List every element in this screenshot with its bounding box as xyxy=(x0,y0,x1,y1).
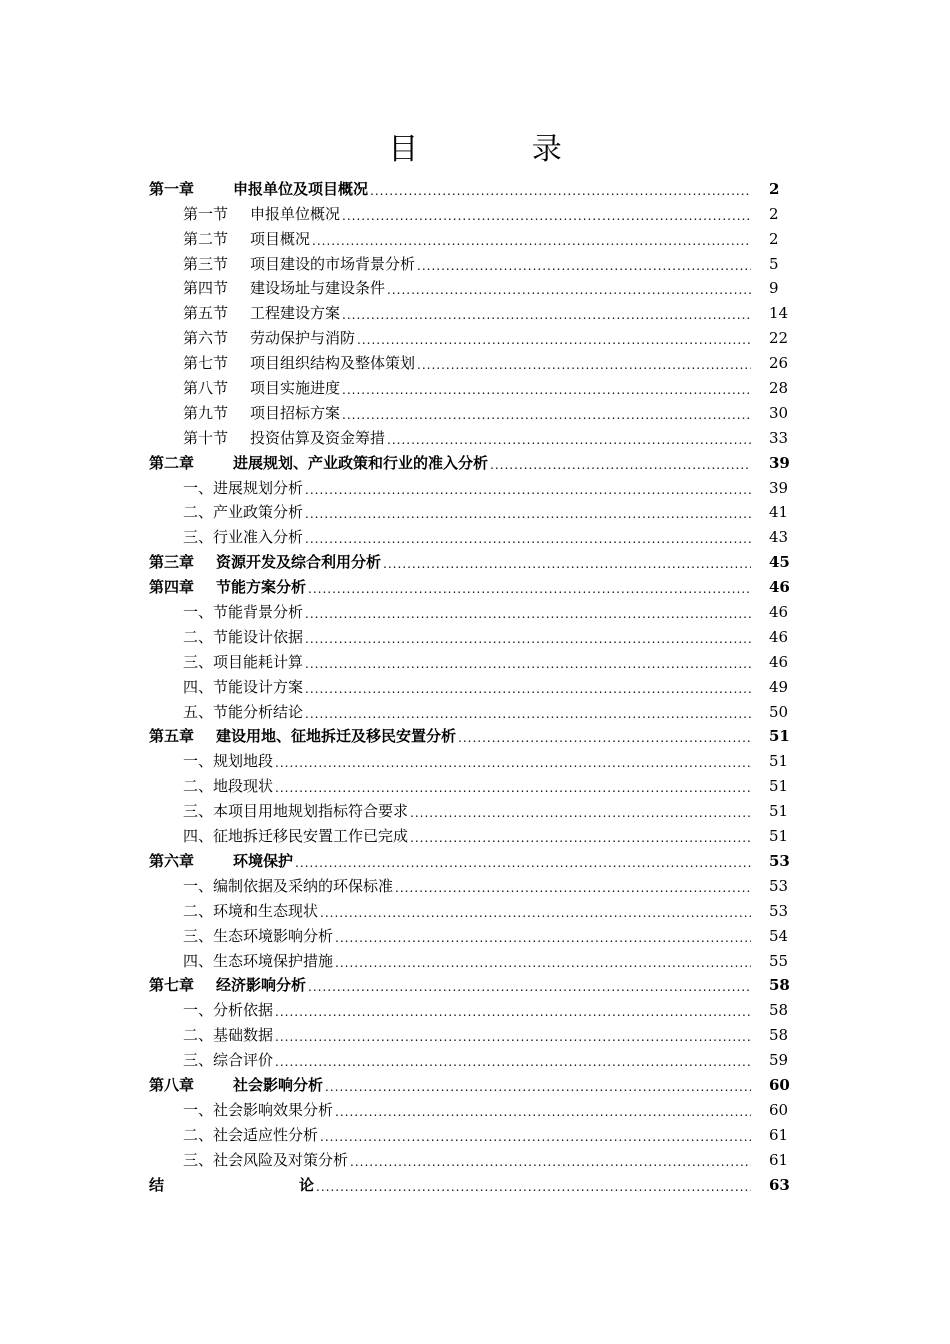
toc-entry[interactable] xyxy=(149,697,803,722)
dot-leader xyxy=(305,531,751,547)
toc-entry[interactable] xyxy=(149,946,803,971)
toc-entry-label xyxy=(183,527,303,547)
toc-page-number: 41 xyxy=(769,503,789,522)
toc-title: 目 录 xyxy=(388,132,614,167)
toc-entry-text: 三、本项目用地规划指标符合要求 xyxy=(183,802,409,821)
toc-entry[interactable] xyxy=(149,547,803,572)
dot-leader xyxy=(305,506,751,522)
toc-page-number: 54 xyxy=(769,926,789,945)
toc-entry-number: 第三节 xyxy=(183,254,229,273)
toc-entry[interactable] xyxy=(149,672,803,697)
toc-entry-label xyxy=(183,776,273,796)
toc-entry-text: 资源开发及综合利用分析 xyxy=(216,553,382,572)
toc-entry-text: 建设用地、征地拆迁及移民安置分析 xyxy=(216,727,457,746)
toc-entry-text: 四、征地拆迁移民安置工作已完成 xyxy=(183,827,409,846)
dot-leader xyxy=(383,556,751,572)
dot-leader xyxy=(370,183,751,199)
toc-page-number: 61 xyxy=(769,1150,789,1169)
toc-entry[interactable] xyxy=(149,398,803,423)
toc-page-number: 53 xyxy=(769,876,789,895)
toc-page-number: 51 xyxy=(769,827,789,846)
toc-entry-number: 第一章 xyxy=(149,179,195,198)
toc-entry-label xyxy=(183,876,393,896)
dot-leader xyxy=(305,681,751,697)
toc-entry-label xyxy=(183,1025,273,1045)
dot-leader xyxy=(320,905,751,921)
toc-entry[interactable] xyxy=(149,821,803,846)
toc-entry-label xyxy=(183,1000,273,1020)
toc-entry-label xyxy=(183,328,355,348)
toc-entry-text: 三、项目能耗计算 xyxy=(183,652,304,671)
toc-page-number: 26 xyxy=(769,354,789,373)
toc-entry-text: 四、生态环境保护措施 xyxy=(183,951,334,970)
toc-entry-text: 二、节能设计依据 xyxy=(183,627,304,646)
dot-leader xyxy=(308,581,751,597)
toc-entry[interactable] xyxy=(149,746,803,771)
toc-entry[interactable] xyxy=(149,572,803,597)
toc-entry-label xyxy=(183,1100,333,1120)
toc-page-number: 28 xyxy=(769,379,789,398)
dot-leader xyxy=(312,233,751,249)
toc-entry-text: 建设场址与建设条件 xyxy=(250,279,386,298)
toc-page-number: 9 xyxy=(769,279,779,298)
toc-entry-number: 第六节 xyxy=(183,329,229,348)
toc-entry-text: 一、分析依据 xyxy=(183,1001,274,1020)
toc-entry-text: 项目实施进度 xyxy=(250,379,341,398)
toc-page-number: 51 xyxy=(769,752,789,771)
toc-page-number: 61 xyxy=(769,1125,789,1144)
dot-leader xyxy=(417,357,751,373)
toc-entry-number: 第三章 xyxy=(149,553,195,572)
toc-entry-text: 一、进展规划分析 xyxy=(183,478,304,497)
toc-entry-number: 第十节 xyxy=(183,428,229,447)
toc-page-number: 58 xyxy=(769,976,790,995)
toc-entry-number: 第二节 xyxy=(183,229,229,248)
toc-entry-text: 论 xyxy=(299,1175,315,1194)
toc-page-number: 53 xyxy=(769,851,790,870)
toc-entry-text: 项目组织结构及整体策划 xyxy=(250,354,416,373)
toc-entry-label xyxy=(183,901,318,921)
toc-entry[interactable] xyxy=(149,647,803,672)
dot-leader xyxy=(342,307,751,323)
toc-entry-label xyxy=(149,552,381,572)
toc-entry-label xyxy=(183,826,408,846)
dot-leader xyxy=(417,258,751,274)
toc-page-number: 51 xyxy=(769,727,790,746)
toc-entry[interactable] xyxy=(149,174,803,199)
dot-leader xyxy=(305,631,751,647)
toc-page-number: 59 xyxy=(769,1051,789,1070)
toc-entry-label xyxy=(183,403,340,423)
dot-leader xyxy=(295,855,751,871)
toc-page-number: 46 xyxy=(769,578,790,597)
toc-page-number: 58 xyxy=(769,1001,789,1020)
toc-entry-number: 第四节 xyxy=(183,279,229,298)
toc-page-number: 5 xyxy=(769,254,779,273)
toc-entry-text: 一、规划地段 xyxy=(183,752,274,771)
toc-entry-number: 第二章 xyxy=(149,453,195,472)
dot-leader xyxy=(275,755,751,771)
toc-entry-number: 第九节 xyxy=(183,403,229,422)
toc-entry[interactable] xyxy=(149,796,803,821)
toc-entry[interactable] xyxy=(149,224,803,249)
toc-page-number: 55 xyxy=(769,951,789,970)
toc-entry-label xyxy=(183,1050,273,1070)
toc-entry-text: 二、产业政策分析 xyxy=(183,503,304,522)
toc-entry-number: 第七章 xyxy=(149,976,195,995)
toc-entry[interactable] xyxy=(149,249,803,274)
toc-entry-text: 三、社会风险及对策分析 xyxy=(183,1150,349,1169)
toc-entry[interactable] xyxy=(149,971,803,996)
toc-entry-text: 四、节能设计方案 xyxy=(183,677,304,696)
toc-entry-label xyxy=(183,627,303,647)
toc-entry-number: 结 xyxy=(149,1175,165,1194)
toc-entry-label xyxy=(149,726,456,746)
toc-entry-label xyxy=(149,577,306,597)
toc-entry-label xyxy=(149,1075,323,1095)
toc-entry[interactable] xyxy=(149,348,803,373)
toc-entry-label xyxy=(183,254,415,274)
toc-entry[interactable] xyxy=(149,1170,803,1195)
dot-leader xyxy=(275,1029,751,1045)
toc-page-number: 45 xyxy=(769,553,790,572)
toc-entry-text: 二、社会适应性分析 xyxy=(183,1125,319,1144)
toc-entry[interactable] xyxy=(149,846,803,871)
toc-entry[interactable] xyxy=(149,522,803,547)
toc-entry-label xyxy=(183,502,303,522)
toc-entry-number: 第四章 xyxy=(149,578,195,597)
toc-entry-text: 一、编制依据及采纳的环保标准 xyxy=(183,876,394,895)
toc-page-number: 49 xyxy=(769,677,789,696)
toc-page-number: 46 xyxy=(769,627,789,646)
toc-entry-label xyxy=(183,801,408,821)
toc-entry[interactable] xyxy=(149,1095,803,1120)
toc-entry-text: 二、环境和生态现状 xyxy=(183,901,319,920)
toc-entry-text: 三、生态环境影响分析 xyxy=(183,926,334,945)
dot-leader xyxy=(335,1104,751,1120)
toc-entry-number: 第七节 xyxy=(183,354,229,373)
dot-leader xyxy=(410,805,751,821)
toc-entry-number: 第八节 xyxy=(183,379,229,398)
toc-page-number: 46 xyxy=(769,603,789,622)
toc-entry[interactable] xyxy=(149,274,803,299)
toc-page-number: 2 xyxy=(769,179,780,198)
dot-leader xyxy=(275,1004,751,1020)
toc-entry[interactable] xyxy=(149,298,803,323)
toc-entry-number: 第八章 xyxy=(149,1075,195,1094)
dot-leader xyxy=(308,979,751,995)
toc-entry-label xyxy=(183,353,415,373)
toc-page-number: 63 xyxy=(769,1175,790,1194)
dot-leader xyxy=(320,1129,751,1145)
toc-page-number: 53 xyxy=(769,901,789,920)
toc-page-number: 50 xyxy=(769,702,789,721)
toc-entry[interactable] xyxy=(149,1070,803,1095)
toc-entry[interactable] xyxy=(149,995,803,1020)
toc-entry[interactable] xyxy=(149,323,803,348)
dot-leader xyxy=(342,382,751,398)
dot-leader xyxy=(458,730,751,746)
toc-entry[interactable] xyxy=(149,921,803,946)
toc-entry-label xyxy=(149,851,293,871)
toc-entry[interactable] xyxy=(149,473,803,498)
toc-page-number: 60 xyxy=(769,1100,789,1119)
dot-leader xyxy=(335,930,751,946)
toc-entry-text: 社会影响分析 xyxy=(233,1075,324,1094)
dot-leader xyxy=(335,955,751,971)
toc-entry[interactable] xyxy=(149,1120,803,1145)
toc-entry-label xyxy=(149,453,488,473)
toc-page-number: 39 xyxy=(769,478,789,497)
toc-entry-text: 一、节能背景分析 xyxy=(183,603,304,622)
toc-page-number: 51 xyxy=(769,777,789,796)
dot-leader xyxy=(342,208,751,224)
toc-entry-label xyxy=(183,751,273,771)
toc-entry-number: 第六章 xyxy=(149,851,195,870)
toc-page-number: 2 xyxy=(769,229,779,248)
toc-entry-text: 投资估算及资金筹措 xyxy=(250,428,386,447)
toc-page-number: 43 xyxy=(769,528,789,547)
toc-page-number: 33 xyxy=(769,428,789,447)
toc-entry-label xyxy=(183,1150,348,1170)
toc-entry-label xyxy=(183,602,303,622)
toc-page-number: 14 xyxy=(769,304,789,323)
toc-entry[interactable] xyxy=(149,622,803,647)
dot-leader xyxy=(490,457,751,473)
toc-page-number: 60 xyxy=(769,1075,790,1094)
toc-entry-text: 申报单位概况 xyxy=(250,204,341,223)
toc-entry-label xyxy=(149,975,306,995)
dot-leader xyxy=(357,332,751,348)
toc-page-number: 30 xyxy=(769,403,789,422)
toc-entry-number: 第五章 xyxy=(149,727,195,746)
toc-entry-label xyxy=(183,677,303,697)
toc-entry-label xyxy=(183,951,333,971)
dot-leader xyxy=(275,1054,751,1070)
toc-entry[interactable] xyxy=(149,896,803,921)
toc-entry-text: 二、地段现状 xyxy=(183,777,274,796)
toc-entry-text: 项目建设的市场背景分析 xyxy=(250,254,416,273)
toc-entry-label xyxy=(149,1175,314,1195)
toc-entry-text: 进展规划、产业政策和行业的准入分析 xyxy=(233,453,489,472)
dot-leader xyxy=(395,880,751,896)
toc-entry-text: 劳动保护与消防 xyxy=(250,329,356,348)
toc-entry-label xyxy=(183,378,340,398)
dot-leader xyxy=(342,407,751,423)
toc-entry-label xyxy=(183,926,333,946)
toc-entry-label xyxy=(183,303,340,323)
toc-page-number: 46 xyxy=(769,652,789,671)
toc-entry-text: 环境保护 xyxy=(233,851,294,870)
dot-leader xyxy=(316,1179,751,1195)
toc-entry-text: 工程建设方案 xyxy=(250,304,341,323)
toc-entry-label xyxy=(183,204,340,224)
toc-entry[interactable] xyxy=(149,423,803,448)
toc-entry-text: 项目概况 xyxy=(250,229,311,248)
toc-entry[interactable] xyxy=(149,199,803,224)
toc-entry-text: 三、行业准入分析 xyxy=(183,528,304,547)
toc-entry[interactable] xyxy=(149,498,803,523)
toc-entry-label xyxy=(183,229,310,249)
dot-leader xyxy=(275,780,751,796)
toc-entry-number: 第一节 xyxy=(183,204,229,223)
toc-entry-label xyxy=(183,278,385,298)
toc-entry-text: 一、社会影响效果分析 xyxy=(183,1100,334,1119)
table-of-contents xyxy=(149,174,803,1195)
dot-leader xyxy=(305,482,751,498)
toc-entry-label xyxy=(183,702,303,722)
toc-entry-text: 项目招标方案 xyxy=(250,403,341,422)
toc-entry[interactable] xyxy=(149,373,803,398)
toc-entry-text: 节能方案分析 xyxy=(216,578,307,597)
dot-leader xyxy=(305,656,751,672)
toc-entry-text: 申报单位及项目概况 xyxy=(233,179,369,198)
dot-leader xyxy=(305,706,751,722)
toc-page-number: 2 xyxy=(769,204,779,223)
toc-entry-label xyxy=(183,652,303,672)
toc-entry[interactable] xyxy=(149,1045,803,1070)
toc-entry[interactable] xyxy=(149,722,803,747)
toc-entry-label xyxy=(183,478,303,498)
toc-entry[interactable] xyxy=(149,597,803,622)
dot-leader xyxy=(350,1154,751,1170)
toc-entry-text: 二、基础数据 xyxy=(183,1026,274,1045)
dot-leader xyxy=(305,606,751,622)
toc-entry-text: 五、节能分析结论 xyxy=(183,702,304,721)
toc-entry[interactable] xyxy=(149,871,803,896)
dot-leader xyxy=(410,830,751,846)
toc-entry-number: 第五节 xyxy=(183,304,229,323)
toc-page-number: 51 xyxy=(769,802,789,821)
dot-leader xyxy=(387,432,751,448)
toc-entry[interactable] xyxy=(149,448,803,473)
toc-entry[interactable] xyxy=(149,771,803,796)
toc-entry-label xyxy=(183,1125,318,1145)
toc-entry-text: 经济影响分析 xyxy=(216,976,307,995)
toc-entry[interactable] xyxy=(149,1145,803,1170)
toc-entry-text: 三、综合评价 xyxy=(183,1051,274,1070)
toc-entry-label xyxy=(183,428,385,448)
dot-leader xyxy=(387,282,751,298)
dot-leader xyxy=(325,1079,751,1095)
toc-page-number: 39 xyxy=(769,453,790,472)
toc-page-number: 58 xyxy=(769,1026,789,1045)
toc-page-number: 22 xyxy=(769,329,789,348)
toc-entry[interactable] xyxy=(149,1020,803,1045)
toc-entry-label xyxy=(149,179,368,199)
